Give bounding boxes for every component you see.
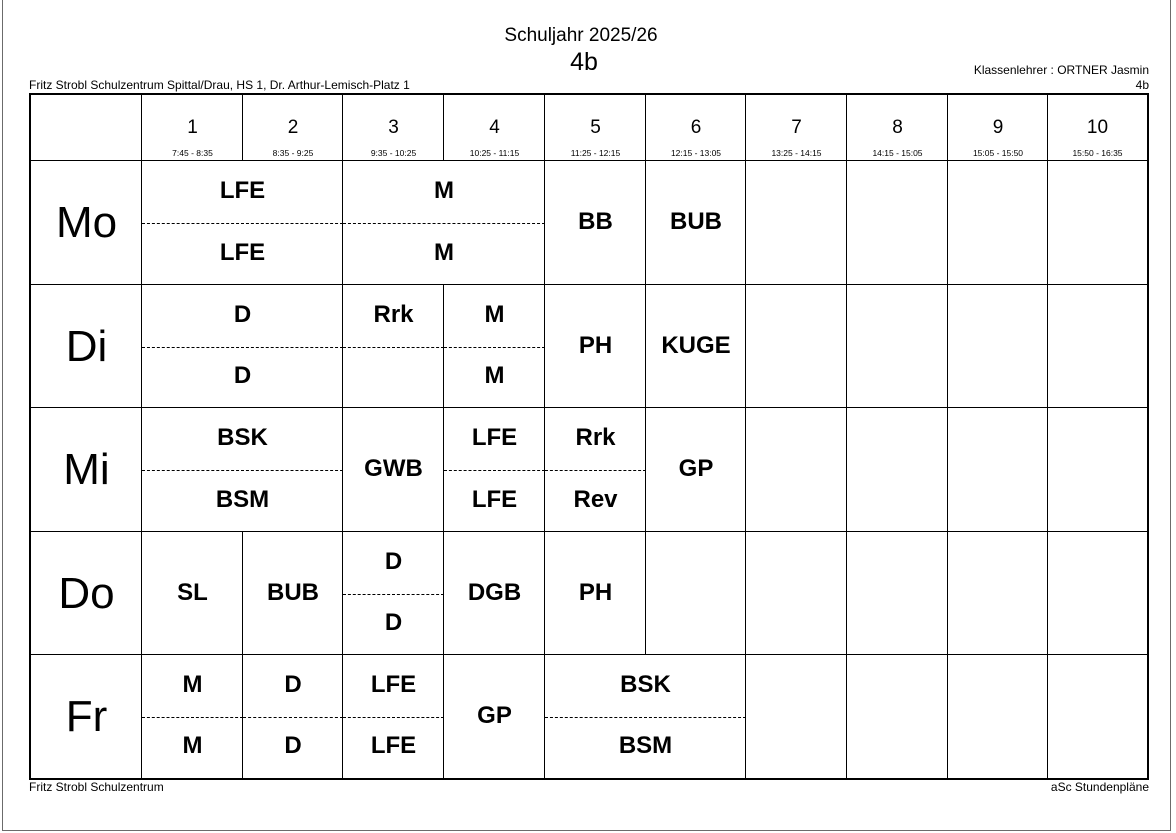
lesson-subject-bottom: D — [233, 362, 252, 390]
lesson-subject-bottom: M — [182, 732, 203, 760]
lesson-split-divider — [444, 347, 545, 348]
lesson-cell[interactable] — [444, 285, 545, 408]
lesson-cell[interactable] — [142, 655, 243, 778]
period-time: 10:25 - 11:15 — [469, 148, 520, 158]
lesson-cell[interactable] — [444, 408, 545, 532]
cell-separator — [846, 408, 847, 532]
teacher-class-label: 4b — [1135, 78, 1149, 92]
lesson-subject-top: M — [182, 670, 203, 698]
lesson-subject-top: D — [284, 670, 302, 698]
cell-separator — [947, 285, 948, 408]
lesson-subject-top: BSK — [217, 424, 268, 451]
header-column-separator — [846, 95, 847, 161]
lesson-split-divider — [343, 347, 444, 348]
header-column-separator — [342, 95, 343, 161]
day-label-di: Di — [65, 321, 108, 371]
footer-software: aSc Stundenpläne — [1050, 780, 1149, 794]
period-time: 9:35 - 10:25 — [370, 148, 417, 158]
header-column-separator — [1047, 95, 1048, 161]
lesson-subject-bottom: Rev — [573, 486, 618, 513]
period-header-5 — [545, 95, 646, 161]
lesson-cell[interactable] — [142, 161, 343, 285]
cell-separator — [947, 161, 948, 285]
lesson-split-divider — [545, 470, 646, 471]
lesson-cell[interactable] — [343, 161, 545, 285]
lesson-cell[interactable] — [646, 161, 746, 285]
period-number: 4 — [489, 117, 500, 138]
lesson-split-divider — [343, 594, 444, 595]
cell-separator — [745, 532, 746, 655]
lesson-split-divider — [243, 717, 343, 718]
lesson-subject: KUGE — [661, 331, 731, 359]
period-header-4 — [444, 95, 545, 161]
lesson-cell[interactable] — [444, 655, 545, 778]
lesson-cell[interactable] — [142, 408, 343, 532]
school-year-title: Schuljahr 2025/26 — [504, 25, 658, 46]
cell-separator — [1047, 161, 1048, 285]
lesson-cell[interactable] — [343, 408, 444, 532]
cell-separator — [1047, 285, 1048, 408]
class-title: 4b — [570, 48, 598, 76]
lesson-subject: PH — [578, 331, 613, 359]
header-column-separator — [443, 95, 444, 161]
period-header-7 — [746, 95, 847, 161]
period-number: 9 — [992, 117, 1004, 138]
lesson-subject: DGB — [467, 578, 522, 606]
day-label-fr: Fr — [65, 691, 108, 741]
school-address: Fritz Strobl Schulzentrum Spittal/Drau, HS 1, Dr. Arthur-Lemisch-Platz 1 — [29, 78, 410, 92]
lesson-subject-top: LFE — [471, 424, 518, 451]
period-number: 10 — [1086, 117, 1109, 138]
header-column-separator — [242, 95, 243, 161]
period-number: 2 — [287, 117, 299, 138]
lesson-subject: BB — [578, 208, 613, 235]
lesson-cell[interactable] — [545, 285, 646, 408]
lesson-subject-top: M — [484, 300, 505, 328]
period-number: 8 — [892, 117, 903, 138]
header-column-separator — [947, 95, 948, 161]
lesson-subject: GP — [477, 701, 512, 729]
lesson-cell[interactable] — [343, 532, 444, 655]
day-label-mo: Mo — [55, 198, 118, 247]
lesson-subject-bottom: BSM — [215, 486, 270, 513]
lesson-subject-bottom: M — [484, 362, 505, 390]
lesson-subject-top: D — [233, 300, 252, 328]
lesson-subject-top: M — [434, 177, 454, 204]
lesson-split-divider — [545, 717, 746, 718]
footer-school-name: Fritz Strobl Schulzentrum — [29, 780, 164, 794]
lesson-cell[interactable] — [142, 532, 243, 655]
cell-separator — [947, 408, 948, 532]
period-number: 1 — [187, 117, 198, 138]
class-teacher: Klassenlehrer : ORTNER Jasmin — [973, 63, 1149, 77]
lesson-subject: PH — [578, 578, 613, 606]
lesson-subject-bottom: LFE — [471, 486, 518, 513]
period-time: 15:50 - 16:35 — [1072, 148, 1123, 158]
period-header-2 — [243, 95, 343, 161]
period-time: 7:45 - 8:35 — [172, 148, 213, 158]
period-time: 15:05 - 15:50 — [972, 148, 1024, 158]
lesson-split-divider — [343, 223, 545, 224]
period-header-8 — [847, 95, 948, 161]
lesson-cell[interactable] — [545, 655, 746, 778]
lesson-subject-top: BSK — [620, 670, 671, 698]
lesson-split-divider — [142, 223, 343, 224]
lesson-subject-top: Rrk — [575, 424, 616, 451]
lesson-cell[interactable] — [646, 408, 746, 532]
cell-separator — [947, 532, 948, 655]
lesson-cell[interactable] — [343, 655, 444, 778]
lesson-cell[interactable] — [444, 532, 545, 655]
lesson-cell[interactable] — [545, 408, 646, 532]
period-time: 12:15 - 13:05 — [670, 148, 722, 158]
lesson-subject: SL — [177, 578, 208, 606]
lesson-split-divider — [142, 470, 343, 471]
cell-separator — [1047, 655, 1048, 778]
period-number: 6 — [690, 117, 702, 138]
lesson-subject-bottom: M — [434, 239, 454, 266]
cell-separator — [1047, 408, 1048, 532]
header-column-separator — [544, 95, 545, 161]
lesson-subject-bottom: D — [284, 732, 302, 760]
cell-separator — [846, 532, 847, 655]
lesson-cell[interactable] — [142, 285, 343, 408]
day-label-do: Do — [58, 568, 115, 618]
period-time: 8:35 - 9:25 — [272, 148, 314, 158]
lesson-subject-bottom: D — [384, 609, 403, 637]
lesson-subject-top: LFE — [370, 670, 417, 698]
lesson-cell[interactable] — [243, 655, 343, 778]
lesson-subject: GWB — [364, 455, 423, 482]
cell-separator — [846, 285, 847, 408]
lesson-subject-bottom: BSM — [618, 732, 673, 760]
header-column-separator — [745, 95, 746, 161]
lesson-subject-top: Rrk — [373, 300, 414, 328]
lesson-cell[interactable] — [243, 532, 343, 655]
lesson-subject-bottom: LFE — [219, 239, 266, 266]
period-header-9 — [948, 95, 1048, 161]
period-number: 5 — [590, 117, 601, 138]
header-column-separator — [645, 95, 646, 161]
lesson-split-divider — [142, 717, 243, 718]
timetable-grid — [29, 93, 1149, 780]
lesson-split-divider — [444, 470, 545, 471]
lesson-cell[interactable] — [646, 285, 746, 408]
period-header-10 — [1048, 95, 1147, 161]
cell-separator — [1047, 532, 1048, 655]
lesson-cell[interactable] — [545, 532, 646, 655]
lesson-subject-top: LFE — [219, 177, 266, 204]
period-time: 13:25 - 14:15 — [771, 148, 822, 158]
period-time: 11:25 - 12:15 — [570, 148, 621, 158]
lesson-cell[interactable] — [343, 285, 444, 408]
cell-separator — [846, 655, 847, 778]
lesson-subject: BUB — [670, 208, 722, 235]
period-number: 7 — [791, 117, 802, 138]
lesson-subject: BUB — [267, 578, 319, 606]
lesson-split-divider — [343, 717, 444, 718]
day-label-mi: Mi — [63, 445, 110, 494]
lesson-subject-top: D — [384, 547, 403, 575]
lesson-subject: GP — [678, 455, 714, 482]
period-header-1 — [142, 95, 243, 161]
lesson-subject-bottom: LFE — [370, 732, 417, 760]
period-number: 3 — [388, 117, 399, 138]
period-time: 14:15 - 15:05 — [872, 148, 923, 158]
cell-separator — [846, 161, 847, 285]
period-header-6 — [646, 95, 746, 161]
cell-separator — [947, 655, 948, 778]
lesson-split-divider — [142, 347, 343, 348]
lesson-cell[interactable] — [545, 161, 646, 285]
period-header-3 — [343, 95, 444, 161]
